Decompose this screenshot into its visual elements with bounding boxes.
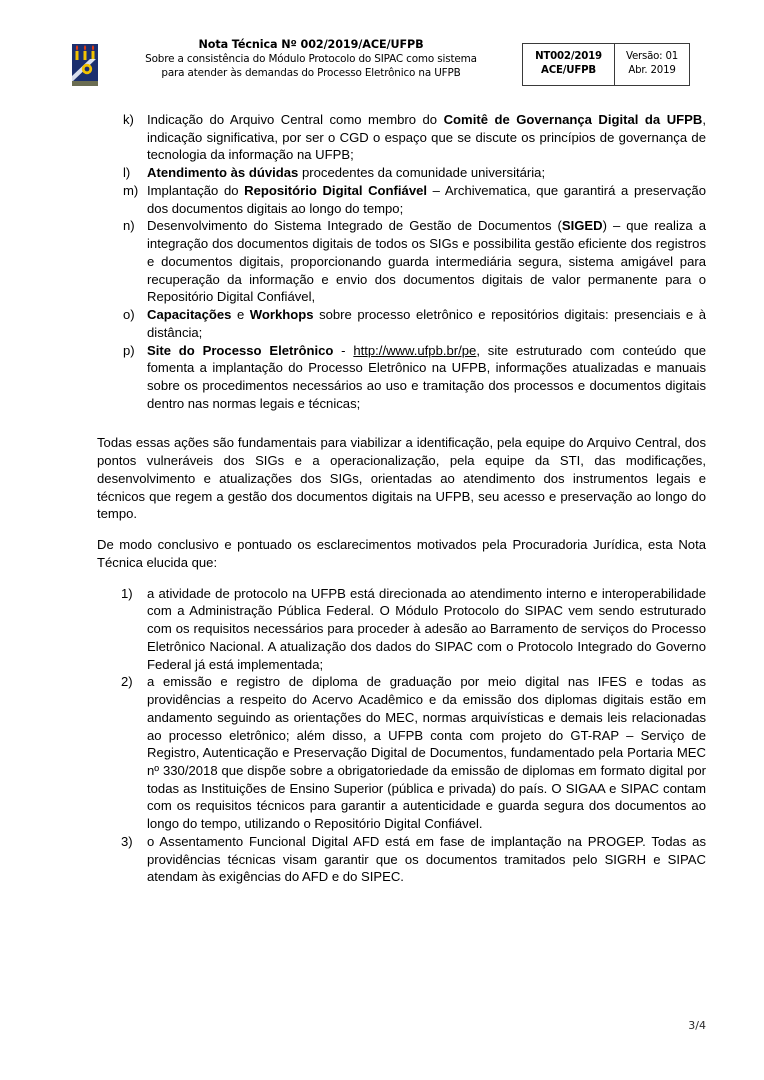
body-text: e <box>231 307 250 323</box>
paragraph-conclusive-intro: De modo conclusivo e pontuado os esclarecimentos motivados pela Procuradoria Jurídica, esta Nota Técnica elucida que: <box>97 537 706 570</box>
list-marker: p) <box>123 342 135 358</box>
lettered-list-item <box>97 111 706 164</box>
numbered-list-item <box>97 673 706 833</box>
emphasis-text: Repositório Digital Confiável <box>244 182 428 198</box>
body-text: ) – que realiza a integração dos documentos digitais de todos os SIGs e possibilita gestão eficiente dos registros e documentos digitais, proporcionando guarda intermediária segura, sistema amigável para recuperação da informação e envio dos documentos digitais de valor permanente para o Repositório Digital Confiável, <box>147 218 706 305</box>
list-marker: 2) <box>121 674 133 690</box>
header-title-block <box>104 38 522 80</box>
header-version-line-2: Abr. 2019 <box>628 65 676 77</box>
document-body <box>97 111 706 886</box>
list-marker: n) <box>123 218 135 234</box>
numbered-list-item <box>97 585 706 674</box>
emphasis-text: SIGED <box>561 218 603 234</box>
body-text: Implantação do <box>147 182 245 198</box>
document-header <box>70 38 690 88</box>
lettered-list-item <box>97 217 706 306</box>
body-text: Indicação do Arquivo Central como membro do <box>147 112 444 127</box>
emphasis-text: Capacitações <box>147 307 232 323</box>
header-code-cell <box>523 44 615 85</box>
header-version-line-1: Versão: 01 <box>625 51 679 62</box>
body-text: sobre processo eletrônico e repositórios digitais: presenciais e à distância; <box>147 307 706 340</box>
list-marker: 3) <box>121 833 133 849</box>
body-text: – Archivematica, que garantirá a preservação dos documentos digitais ao longo do tempo; <box>147 182 706 216</box>
numbered-list <box>97 585 706 886</box>
list-marker: k) <box>123 112 134 127</box>
logo-container <box>70 38 104 88</box>
paragraph-conclusion-actions: Todas essas ações são fundamentais para viabilizar a identificação, pela equipe do Arquivo Central, dos pontos vulneráveis dos SIGs e a operacionalização, pela equipe da STI, das modificações, desenvolvimento e atualizações dos SIGs, orientadas ao atendimento dos instrumentos legais e técnicos que regem a gestão dos documentos digitais na UFPB, seu acesso e preservação ao longo do tempo. <box>97 435 706 522</box>
body-text: a emissão e registro de diploma de graduação por meio digital nas IFES e todas as providências a respeito do Acervo Acadêmico e da emissão dos diplomas digitais estão em andamento seguindo as orientações do MEC, normas arquivísticas e demais leis relacionadas ao processo eletrônico; além disso, a UFPB conta com projeto do GT-RAP – Serviço de Registro, Autenticação e Preservação Digital de Documentos, fundamentado pela Portaria MEC nº 330/2018 que dispõe sobre a obrigatoriedade da emissão de diplomas em formato digital por todas as Instituições de Ensino Superior (pública e privada) do país. O SIGAA e SIPAC contam com os requisitos técnicos para garantir a autenticidade e guarda segura dos documentos ao longo do tempo, utilizando o Repositório Digital Confiável. <box>147 674 706 832</box>
ufpb-coat-of-arms-icon <box>70 42 100 88</box>
header-code-line-2: ACE/UFPB <box>541 65 596 77</box>
body-text: Desenvolvimento do Sistema Integrado de Gestão de Documentos ( <box>147 218 562 234</box>
body-text: o Assentamento Funcional Digital AFD está em fase de implantação na PROGEP. Todas as providências técnicas visam garantir que os documentos tramitados pelo SIGRH e SIPAC atendam às exigências do AFD e do SIPEC. <box>147 833 706 885</box>
emphasis-text: Site do Processo Eletrônico <box>147 342 334 358</box>
lettered-list-item <box>97 342 706 413</box>
page-number: 3/4 <box>688 1019 706 1032</box>
emphasis-text: Workhops <box>249 307 314 323</box>
header-version-cell <box>615 44 689 85</box>
list-marker: o) <box>123 307 135 323</box>
header-reference-table <box>522 43 690 86</box>
emphasis-text: Atendimento às dúvidas <box>147 165 299 181</box>
body-text: procedentes da comunidade universitária; <box>298 165 546 181</box>
numbered-list-item <box>97 833 706 886</box>
lettered-list <box>97 111 706 412</box>
header-code-line-1: NT002/2019 <box>535 51 602 62</box>
list-marker: l) <box>123 165 131 181</box>
body-text: , indicação significativa, por ser o CGD o espaço que se discute os princípios de governança de tecnologia da informação na UFPB; <box>147 112 706 163</box>
list-marker: 1) <box>121 585 133 601</box>
body-text: , site estruturado com conteúdo que fomenta a implantação do Processo Eletrônico na UFPB, informações atualizadas e manuais sobre os procedimentos necessários ao uso e tramitação dos processos e documentos digitais dentro nas normas legais e técnicas; <box>147 342 707 411</box>
document-title: Nota Técnica Nº 002/2019/ACE/UFPB <box>198 38 424 51</box>
document-subtitle-line-2: para atender às demandas do Processo Eletrônico na UFPB <box>161 66 461 79</box>
body-text: - <box>333 342 354 358</box>
list-marker: m) <box>123 182 139 198</box>
body-text: a atividade de protocolo na UFPB está direcionada ao atendimento interno e interoperabilidade com a Administração Pública Federal. O Módulo Protocolo do SIPAC vem sendo estruturado com os requisitos necessários para proceder à adesão ao Barramento de serviços do Processo Eletrônico Nacional. A atualização dos dados do SIPAC com o Protocolo Integrado do Governo Federal já está implementada; <box>147 585 706 672</box>
lettered-list-item <box>97 164 706 182</box>
external-link[interactable]: http://www.ufpb.br/pe <box>353 342 477 358</box>
document-subtitle-line-1: Sobre a consistência do Módulo Protocolo do SIPAC como sistema <box>145 52 477 65</box>
lettered-list-item <box>97 182 706 217</box>
lettered-list-item <box>97 306 706 341</box>
emphasis-text: Comitê de Governança Digital da UFPB <box>443 112 703 127</box>
